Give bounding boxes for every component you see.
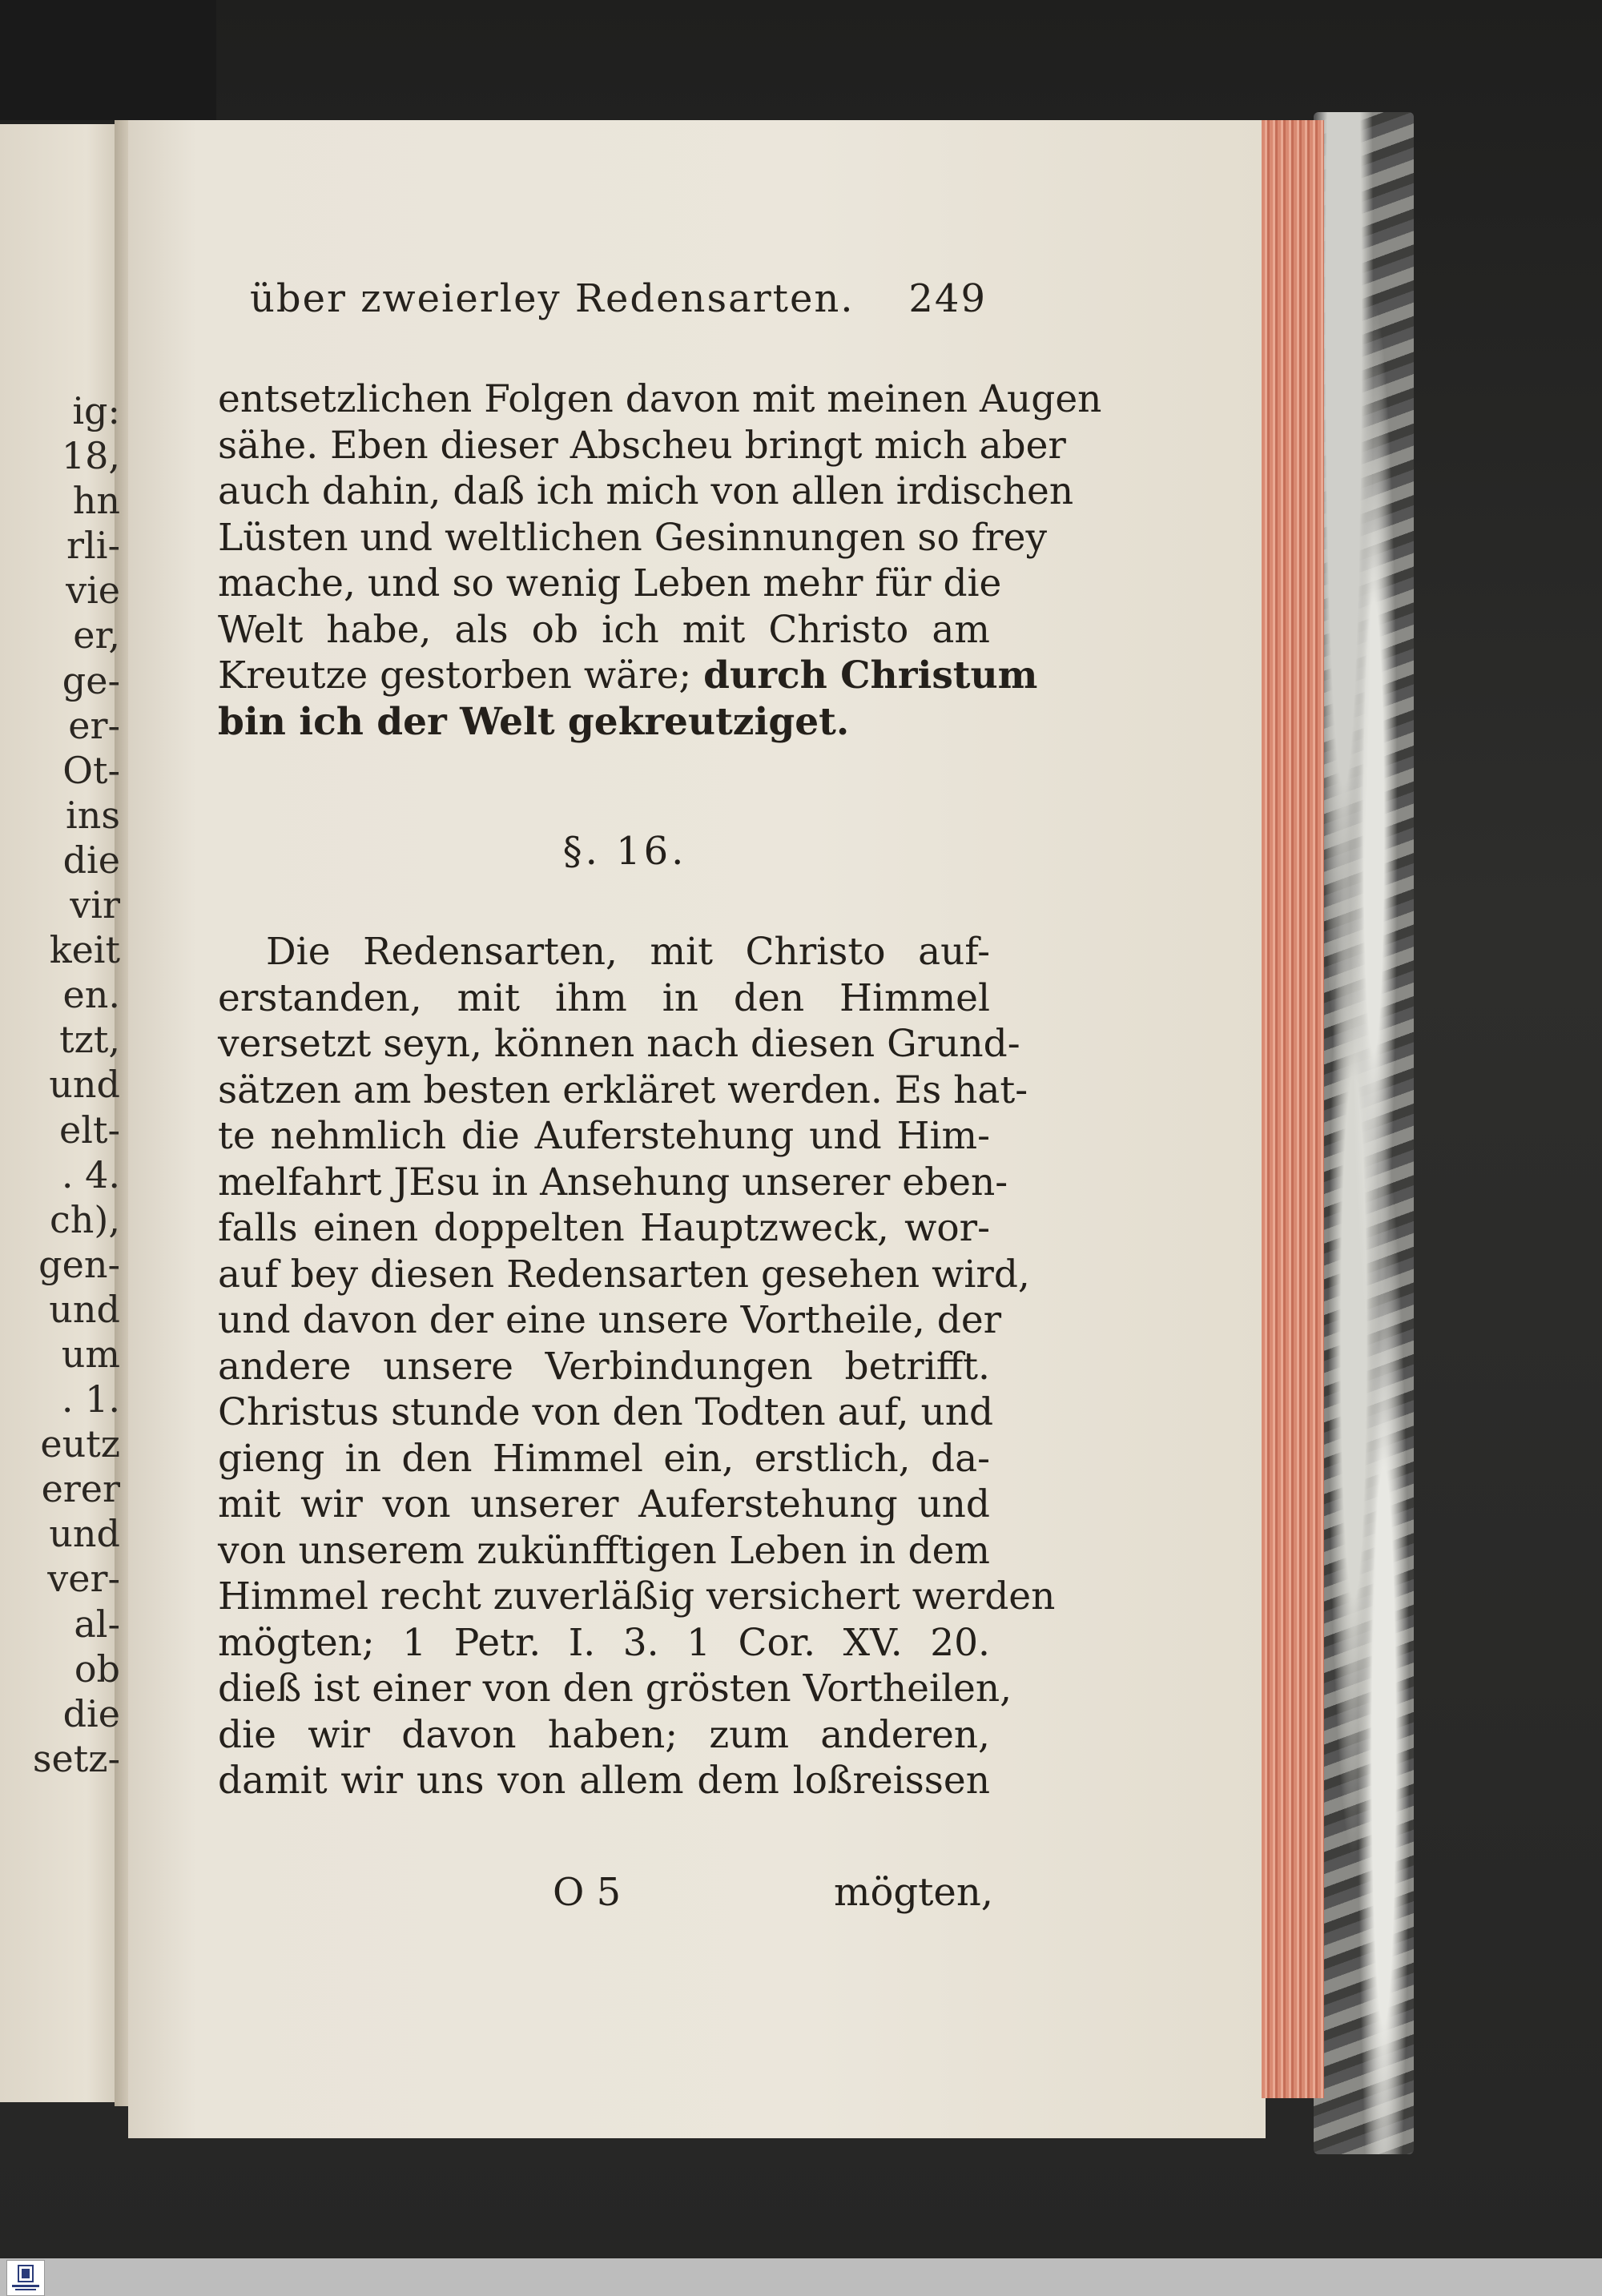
text-line: gieng in den Himmel ein, erstlich, da- [218, 1436, 990, 1481]
text-line: mögten; 1 Petr. I. 3. 1 Cor. XV. 20. [218, 1620, 990, 1665]
left-page-fragment: en. [62, 973, 120, 1017]
bold-text-line: bin ich der Welt gekreutziget. [218, 699, 850, 744]
marbled-cover [1314, 112, 1414, 2154]
left-page-fragment: Ot- [62, 748, 120, 792]
red-page-edges [1262, 120, 1324, 2098]
left-page-fragment: hn [72, 479, 120, 523]
left-page-fragment: und [49, 1287, 120, 1331]
signature-mark: O 5 [553, 1870, 622, 1915]
left-page-fragment: gen- [38, 1242, 120, 1286]
text-line: erstanden, mit ihm in den Himmel [218, 975, 990, 1020]
left-page-fragment: ob [74, 1647, 120, 1691]
left-page-fragment: und [49, 1512, 120, 1556]
text-line: auf bey diesen Redensarten gesehen wird, [218, 1252, 1030, 1297]
left-page-fragment: 18, [61, 434, 120, 478]
left-page-fragment: ins [66, 793, 120, 837]
text-line: und davon der eine unsere Vortheile, der [218, 1298, 1002, 1342]
text-line: dieß ist einer von den grösten Vortheilen, [218, 1667, 1012, 1711]
left-page-fragment: keit [49, 928, 120, 972]
text-line: sähe. Eben dieser Abscheu bringt mich aber [218, 423, 1066, 468]
text-line: falls einen doppelten Hauptzweck, wor- [218, 1206, 990, 1250]
text-line: Welt habe, als ob ich mit Christo am [218, 607, 990, 652]
left-page-fragment: erer [41, 1467, 120, 1511]
text-line-mixed [218, 653, 1038, 699]
text-line: Himmel recht zuverläßig versichert werden [218, 1574, 1056, 1618]
text-line: te nehmlich die Auferstehung und Him- [218, 1114, 990, 1158]
left-page-fragment: er, [73, 613, 120, 657]
text-segment: Kreutze gestorben wäre; [218, 653, 692, 698]
left-page-fragment: vie [66, 569, 120, 613]
left-page-fragment: elt- [59, 1108, 120, 1152]
text-line: entsetzlichen Folgen davon mit meinen Augen [218, 377, 1102, 421]
left-page-fragment: vir [70, 883, 120, 927]
left-page-fragment: . 4. [61, 1152, 120, 1196]
text-line: von unserem zukünfftigen Leben in dem [218, 1528, 990, 1573]
bold-text-segment: durch Christum [703, 653, 1038, 698]
viewer-bottom-bar [0, 2258, 1602, 2296]
text-line: auch dahin, daß ich mich von allen irdischen [218, 469, 1074, 513]
page-number: 249 [908, 276, 987, 321]
text-line: die wir davon haben; zum anderen, [218, 1712, 990, 1757]
running-head [250, 276, 987, 332]
left-page-fragment: ch), [50, 1197, 120, 1241]
left-page-fragment: ge- [62, 658, 120, 702]
scan-corner-shadow [0, 0, 216, 120]
text-line: Die Redensarten, mit Christo auf- [266, 930, 990, 974]
paragraph-1 [218, 376, 1102, 745]
library-logo-icon [6, 2260, 45, 2296]
left-page-fragment: und [49, 1063, 120, 1107]
text-line: mache, und so wenig Leben mehr für die [218, 561, 1002, 605]
text-line: andere unsere Verbindungen betrifft. [218, 1344, 990, 1389]
text-line: damit wir uns von allem dem loßreissen [218, 1759, 990, 1803]
text-line: mit wir von unserer Auferstehung und [218, 1482, 990, 1526]
text-line: Lüsten und weltlichen Gesinnungen so frey [218, 515, 1048, 560]
text-line: versetzt seyn, können nach diesen Grund- [218, 1022, 1020, 1066]
left-page-fragment: . 1. [61, 1377, 120, 1421]
left-page-fragment: al- [74, 1602, 120, 1646]
left-page-fragment: er- [68, 703, 120, 747]
left-page-fragment: um [61, 1332, 120, 1376]
section-heading: §. 16. [562, 829, 687, 874]
text-line: melfahrt JEsu in Ansehung unserer eben- [218, 1160, 1008, 1204]
paragraph-2 [218, 929, 1056, 1804]
left-page-fragment: rli- [66, 524, 120, 568]
text-line: Christus stunde von den Todten auf, und [218, 1390, 994, 1434]
left-page-fragment: eutz [40, 1422, 120, 1466]
left-page-fragment: die [62, 1691, 120, 1735]
left-page-fragment: die [62, 838, 120, 882]
left-page-fragment: tzt, [59, 1018, 120, 1062]
left-page-fragment: setz- [32, 1736, 120, 1780]
text-line: sätzen am besten erkläret werden. Es hat- [218, 1068, 1028, 1112]
running-head-title: über zweierley Redensarten. [250, 276, 855, 321]
left-page-fragment: ver- [47, 1557, 120, 1601]
left-page-fragment: ig: [72, 389, 120, 432]
catchword: mögten, [833, 1870, 993, 1915]
left-page-text-fragments [0, 388, 120, 1781]
